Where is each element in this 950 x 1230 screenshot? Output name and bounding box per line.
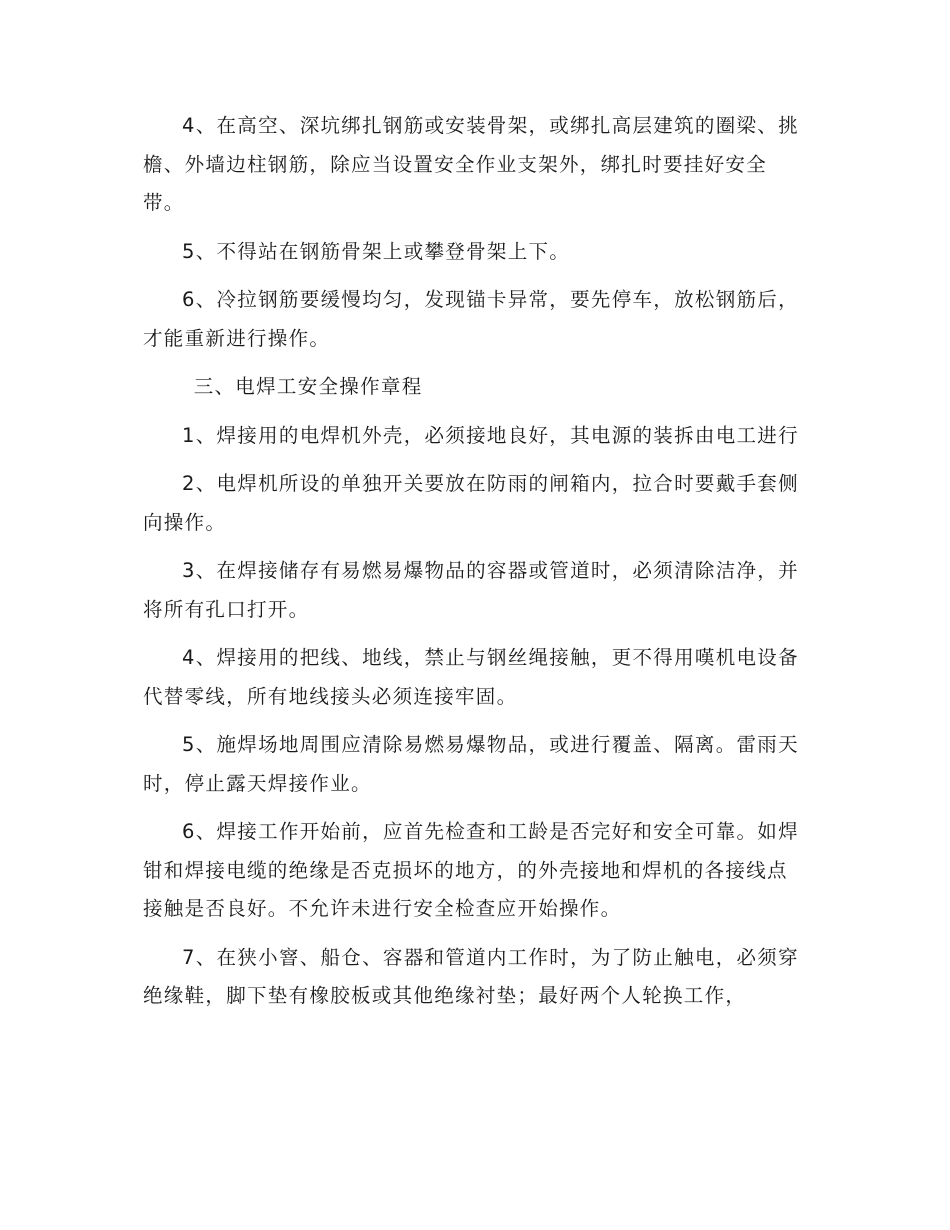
paragraph-weld-item-1: 1、焊接用的电焊机外壳，必须接地良好，其电源的装拆由电工进行 <box>182 423 799 447</box>
paragraph-weld-item-6: 6、焊接工作开始前，应首先检查和工龄是否完好和安全可靠。如焊钳和焊接电缆的绝缘是否克损坏的地方，的外壳接地和焊机的各接线点接触是否良好。不允许未进行安全检查应开始操作。 <box>143 820 799 920</box>
paragraph-weld-item-2: 2、电焊机所设的单独开关要放在防雨的闸箱内，拉合时要戴手套侧向操作。 <box>143 472 799 534</box>
paragraph-weld-item-4: 4、焊接用的把线、地线，禁止与钢丝绳接触，更不得用嘆机电设备代替零线，所有地线接头必须连接牢固。 <box>143 646 799 708</box>
paragraph-weld-item-3: 3、在焊接储存有易燃易爆物品的容器或管道时，必须清除洁净，并将所有孔口打开。 <box>143 559 799 621</box>
paragraph-rebar-item-6: 6、冷拉钢筋要缓慢均匀，发现锚卡异常，要先停车，放松钢筋后，才能重新进行操作。 <box>143 288 799 350</box>
paragraph-rebar-item-5: 5、不得站在钢筋骨架上或攀登骨架上下。 <box>182 239 571 263</box>
paragraph-weld-item-5: 5、施焊场地周围应清除易燃易爆物品，或进行覆盖、隔离。雷雨天时，停止露天焊接作业。 <box>143 733 799 795</box>
section-heading-welder-safety: 三、电焊工安全操作章程 <box>193 375 423 398</box>
paragraph-rebar-item-4: 4、在高空、深坑绑扎钢筋或安装骨架，或绑扎高层建筑的圈梁、挑檐、外墙边柱钢筋，除应当设置安全作业支架外，绑扎时要挂好安全带。 <box>143 114 799 214</box>
paragraph-weld-item-7: 7、在狭小窨、船仓、容器和管道内工作时，为了防止触电，必须穿绝缘鞋，脚下垫有橡胶板或其他绝缘衬垫；最好两个人轮换工作， <box>143 945 799 1007</box>
